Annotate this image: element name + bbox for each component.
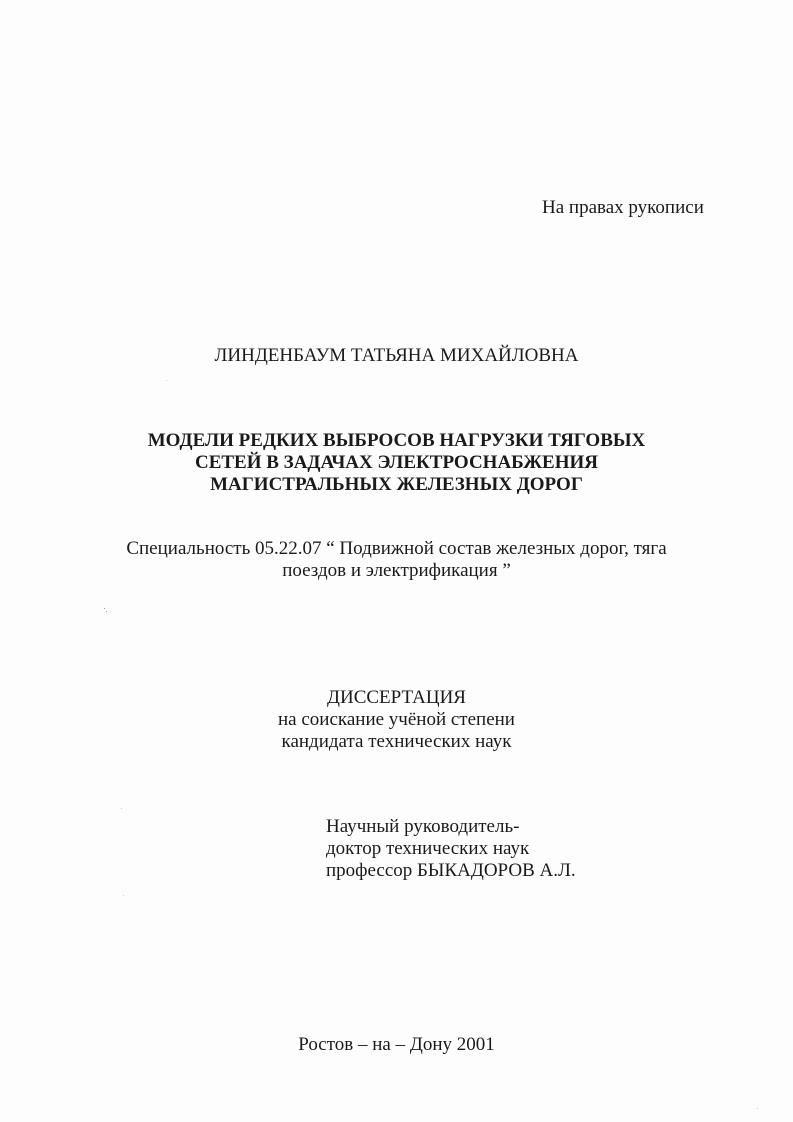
title-line-3: МАГИСТРАЛЬНЫХ ЖЕЛЕЗНЫХ ДОРОГ bbox=[210, 474, 583, 495]
title-line-2: СЕТЕЙ В ЗАДАЧАХ ЭЛЕКТРОСНАБЖЕНИЯ bbox=[194, 452, 598, 473]
specialty-line-1: Специальность 05.22.07 “ Подвижной состав железных дорог, тяга bbox=[126, 538, 667, 559]
scan-speck bbox=[121, 808, 122, 809]
rights-notice: На правах рукописи bbox=[542, 197, 704, 218]
scan-speck bbox=[166, 380, 167, 381]
place-and-year: Ростов – на – Дону 2001 bbox=[298, 1034, 495, 1055]
title-line-1: МОДЕЛИ РЕДКИХ ВЫБРОСОВ НАГРУЗКИ ТЯГОВЫХ bbox=[147, 430, 646, 451]
scan-speck bbox=[104, 608, 105, 609]
supervisor-line-1: Научный руководитель- bbox=[326, 816, 520, 837]
supervisor-line-3: профессор БЫКАДОРОВ А.Л. bbox=[326, 860, 576, 881]
scan-speck bbox=[123, 895, 124, 896]
scan-speck bbox=[757, 1108, 758, 1109]
dissertation-heading: ДИССЕРТАЦИЯ bbox=[327, 687, 466, 708]
scan-speck bbox=[106, 611, 107, 612]
degree-line-2: кандидата технических наук bbox=[281, 731, 512, 752]
degree-line-1: на соискание учёной степени bbox=[278, 709, 515, 730]
supervisor-line-2: доктор технических наук bbox=[326, 838, 530, 859]
specialty-line-2: поездов и электрификация ” bbox=[282, 560, 511, 581]
author-name: ЛИНДЕНБАУМ ТАТЬЯНА МИХАЙЛОВНА bbox=[214, 345, 579, 366]
